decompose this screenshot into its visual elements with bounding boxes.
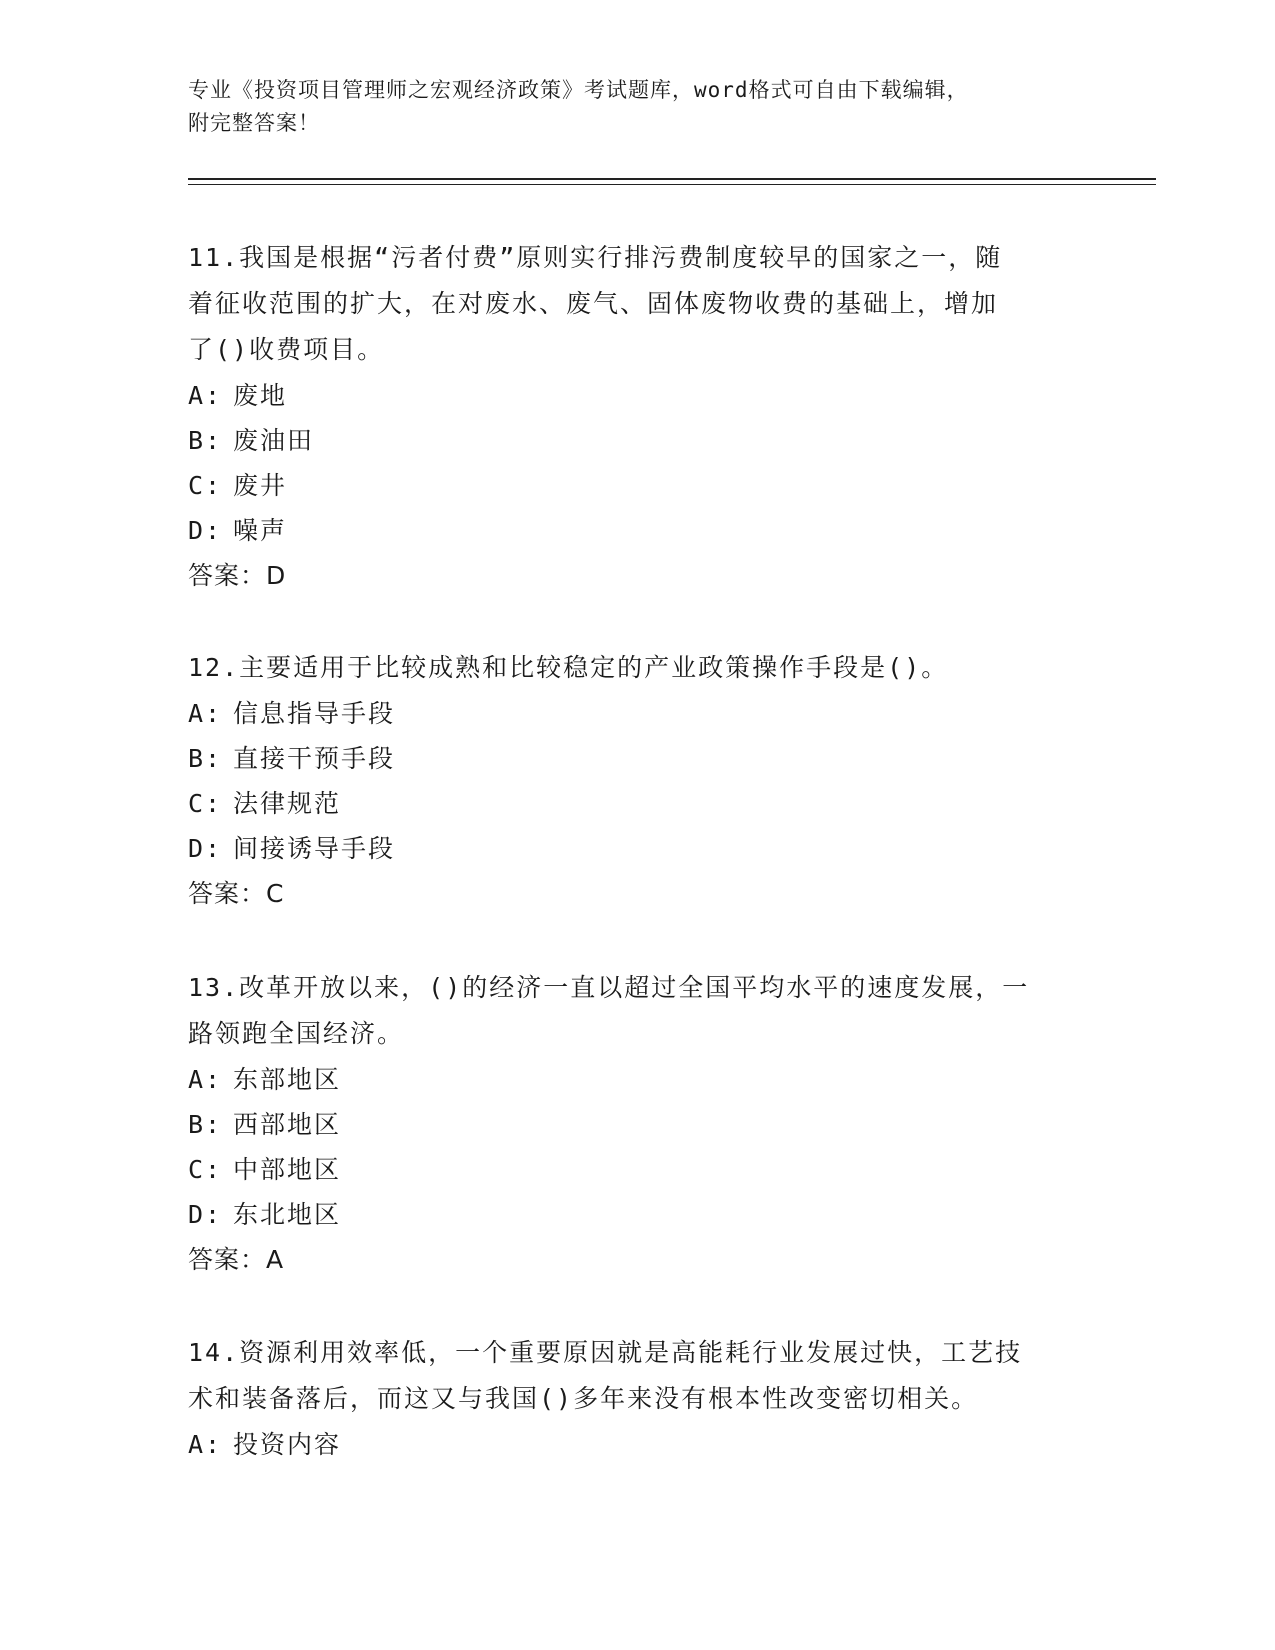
option-letter: B: — [188, 1110, 223, 1139]
option-text: 东北地区 — [233, 1200, 342, 1229]
option-text: 直接干预手段 — [233, 744, 396, 773]
question-14 — [188, 1330, 1088, 1467]
question-stem: 12.主要适用于比较成熟和比较稳定的产业政策操作手段是()。 — [188, 653, 949, 682]
option-text: 废地 — [233, 381, 288, 410]
option-text: 法律规范 — [233, 789, 342, 818]
question-stem: 14.资源利用效率低，一个重要原因就是高能耗行业发展过快，工艺技 — [188, 1338, 1023, 1367]
option-letter: C: — [188, 471, 223, 500]
option-letter: C: — [188, 1155, 223, 1184]
option-text: 信息指导手段 — [233, 699, 396, 728]
option-text: 间接诱导手段 — [233, 834, 396, 863]
option-letter: A: — [188, 381, 223, 410]
option-letter: D: — [188, 1200, 223, 1229]
option-c — [188, 463, 1088, 508]
question-stem: 了()收费项目。 — [188, 335, 385, 364]
option-text: 废油田 — [233, 426, 315, 455]
header-line-2: 附完整答案！ — [188, 111, 320, 135]
question-13 — [188, 965, 1088, 1283]
question-stem: 着征收范围的扩大，在对废水、废气、固体废物收费的基础上，增加 — [188, 289, 999, 318]
option-letter: D: — [188, 516, 223, 545]
option-letter: C: — [188, 789, 223, 818]
option-letter: D: — [188, 834, 223, 863]
option-letter: A: — [188, 699, 223, 728]
option-a — [188, 373, 1088, 418]
option-c — [188, 781, 1088, 826]
question-11 — [188, 235, 1088, 599]
question-stem: 路领跑全国经济。 — [188, 1019, 405, 1048]
option-text: 投资内容 — [233, 1430, 342, 1459]
question-12 — [188, 645, 1088, 917]
option-letter: A: — [188, 1430, 223, 1459]
option-d — [188, 1192, 1088, 1237]
option-a — [188, 1422, 1088, 1467]
option-text: 西部地区 — [233, 1110, 342, 1139]
option-text: 噪声 — [233, 516, 288, 545]
question-stem: 术和装备落后，而这又与我国()多年来没有根本性改变密切相关。 — [188, 1384, 979, 1413]
option-text: 中部地区 — [233, 1155, 342, 1184]
answer-line: 答案：A — [188, 1245, 285, 1274]
document-header — [188, 74, 1088, 140]
question-stem: 11.我国是根据“污者付费”原则实行排污费制度较早的国家之一，随 — [188, 243, 1003, 272]
option-b — [188, 1102, 1088, 1147]
option-d — [188, 826, 1088, 871]
option-b — [188, 418, 1088, 463]
answer-line: 答案：C — [188, 879, 285, 908]
option-a — [188, 691, 1088, 736]
header-divider-thin — [188, 184, 1156, 185]
option-letter: B: — [188, 744, 223, 773]
answer-line: 答案：D — [188, 561, 287, 590]
option-text: 废井 — [233, 471, 288, 500]
option-a — [188, 1057, 1088, 1102]
option-text: 东部地区 — [233, 1065, 342, 1094]
option-b — [188, 736, 1088, 781]
option-letter: A: — [188, 1065, 223, 1094]
option-c — [188, 1147, 1088, 1192]
option-letter: B: — [188, 426, 223, 455]
header-divider-thick — [188, 178, 1156, 180]
header-line-1: 专业《投资项目管理师之宏观经济政策》考试题库，word格式可自由下载编辑， — [188, 78, 969, 102]
question-stem: 13.改革开放以来，()的经济一直以超过全国平均水平的速度发展，一 — [188, 973, 1030, 1002]
option-d — [188, 508, 1088, 553]
